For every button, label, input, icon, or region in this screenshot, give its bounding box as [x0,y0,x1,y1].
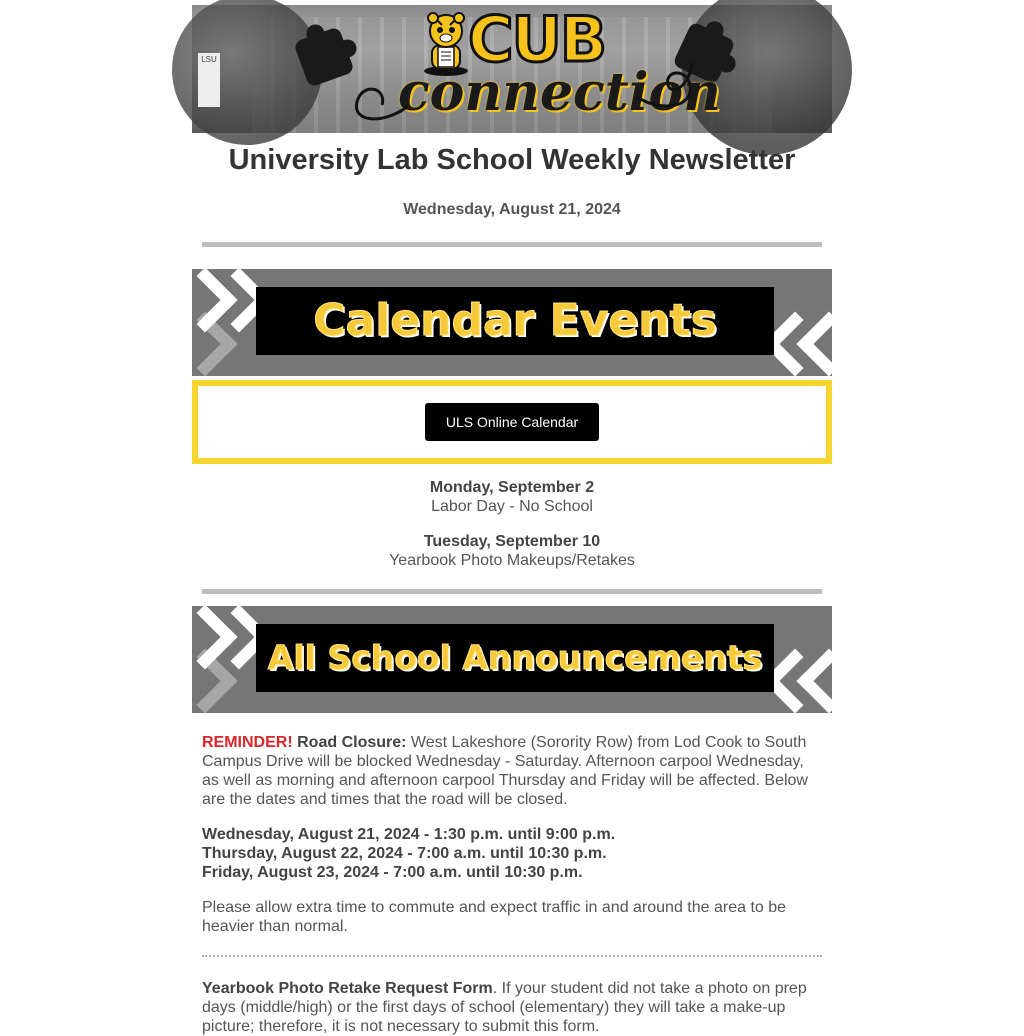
event-description: Labor Day - No School [431,498,593,515]
yearbook-form-link[interactable]: Yearbook Photo Retake Request Form [202,980,493,997]
logo-swirl-left [342,67,412,127]
online-calendar-button[interactable]: ULS Online Calendar [425,403,599,441]
calendar-events-banner [192,269,832,376]
page-title: University Lab School Weekly Newsletter [228,144,796,176]
dotted-divider [202,955,822,957]
tree-left [172,0,322,145]
chevron-left-icon [796,311,861,376]
event-date: Monday, September 2 [429,479,595,496]
announcements-title: All School Announcements [267,638,763,677]
event-date: Tuesday, September 10 [423,533,601,550]
calendar-link-box [192,380,832,464]
calendar-events-title: Calendar Events [313,295,717,346]
logo-connection-text: connection [398,62,721,123]
yearbook-body: . If your student did not take a photo on prep days (middle/high) or the first days of school (elementary) they will take a make-up picture; therefore, it is not necessary to submit this form. [202,980,807,1035]
logo-cub-text: CUB [468,3,606,76]
calendar-event [192,532,832,570]
campus-sign: LSU [198,53,220,107]
closure-date-item: Wednesday, August 21, 2024 - 1:30 p.m. until 9:00 p.m. [202,826,616,843]
section-divider [202,242,822,247]
logo-swirl-right [632,55,702,115]
announcements-title-box [256,624,774,692]
section-divider [202,589,822,594]
road-closure-note: Please allow extra time to commute and expect traffic in and around the area to be heavier than normal. [202,899,787,935]
road-closure-body: West Lakeshore (Sorority Row) from Lod Cook to South Campus Drive will be blocked Wednesday - Saturday. Afternoon carpool Wednesday, as well as morning and afternoon carpool Thursday and Friday will be affected. Below are the dates and times that the road will be closed. [202,734,808,808]
calendar-events-title-box [256,287,774,355]
chevron-left-icon [796,648,861,713]
closure-date-item: Thursday, August 22, 2024 - 7:00 a.m. until 10:30 p.m. [202,845,607,862]
event-description: Yearbook Photo Makeups/Retakes [389,552,635,569]
road-closure-dates [202,825,822,882]
reminder-label: REMINDER! [202,734,293,751]
header-banner [192,5,832,133]
newsletter-date: Wednesday, August 21, 2024 [403,201,621,218]
calendar-event [192,478,832,516]
yearbook-announcement [202,979,822,1036]
road-closure-announcement [202,733,822,809]
announcements-banner [192,606,832,713]
closure-date-item: Friday, August 23, 2024 - 7:00 a.m. until 10:30 p.m. [202,864,583,881]
road-closure-heading: Road Closure: [297,734,407,751]
